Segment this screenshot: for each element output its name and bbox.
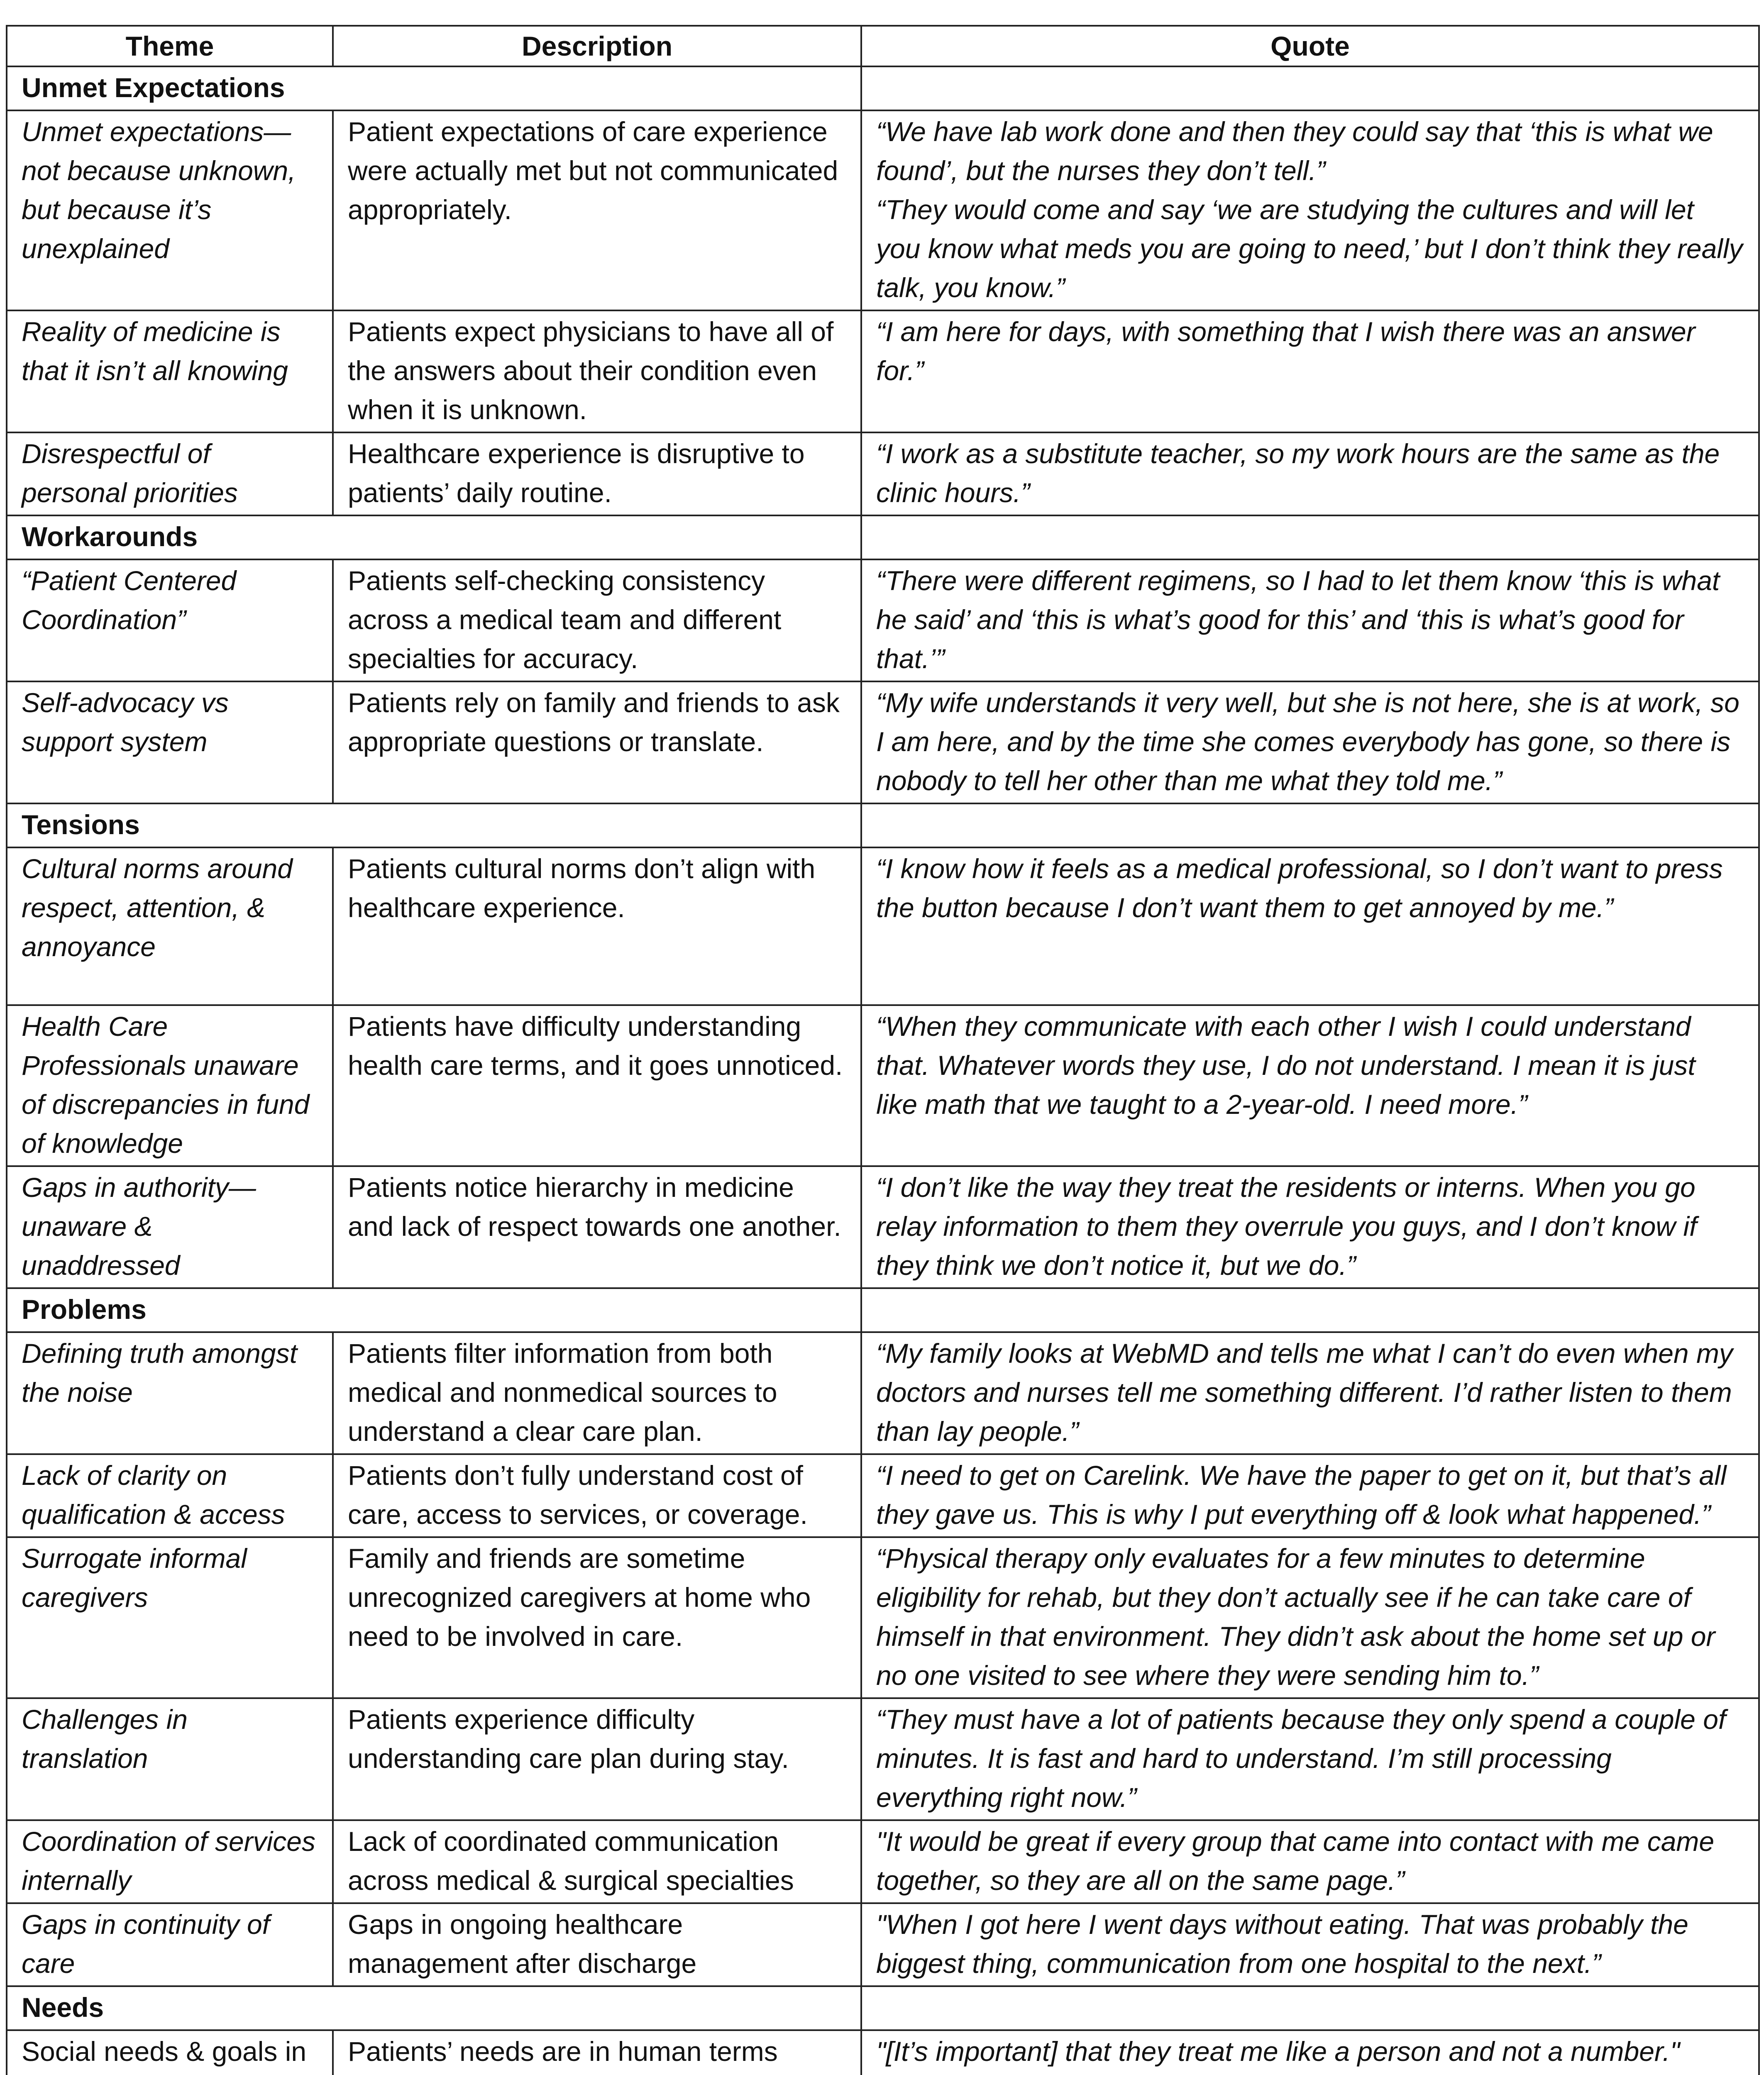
group-row [7, 1288, 1759, 1332]
table-row [7, 432, 1759, 515]
theme-cell: Lack of clarity on qualification & access [7, 1454, 333, 1537]
table-row [7, 847, 1759, 1005]
description-cell: Patients don’t fully understand cost of care, access to services, or coverage. [333, 1454, 861, 1537]
theme-cell: Self-advocacy vs support system [7, 681, 333, 803]
quote-cell [861, 1537, 1759, 1698]
group-title: Tensions [7, 803, 861, 847]
table-row [7, 1005, 1759, 1166]
theme-cell: Health Care Professionals unaware of discrepancies in fund of knowledge [7, 1005, 333, 1166]
group-row [7, 515, 1759, 559]
description-cell: Healthcare experience is disruptive to patients’ daily routine. [333, 432, 861, 515]
description-cell: Patients have difficulty understanding health care terms, and it goes unnoticed. [333, 1005, 861, 1166]
description-cell: Patients filter information from both medical and nonmedical sources to understand a clear care plan. [333, 1332, 861, 1454]
quote-cell [861, 681, 1759, 803]
table-row [7, 1166, 1759, 1288]
group-empty-cell [861, 1986, 1759, 2030]
quote-cell [861, 432, 1759, 515]
table-row [7, 1332, 1759, 1454]
theme-cell: “Patient Centered Coordination” [7, 559, 333, 681]
quote-cell [861, 1005, 1759, 1166]
theme-column-header: Theme [7, 26, 333, 66]
quote-text: “I need to get on Carelink. We have the paper to get on it, but that’s all they gave us. This is why I put everything off & look what happened.” [876, 1460, 1727, 1530]
quote-text: “I know how it feels as a medical professional, so I don’t want to press the button because I don’t want them to get annoyed by me.” [876, 853, 1723, 923]
header-row [7, 26, 1759, 66]
theme-cell: Cultural norms around respect, attention, & annoyance [7, 847, 333, 1005]
theme-cell: Gaps in continuity of care [7, 1903, 333, 1986]
group-empty-cell [861, 803, 1759, 847]
theme-cell: Surrogate informal caregivers [7, 1537, 333, 1698]
theme-cell: Defining truth amongst the noise [7, 1332, 333, 1454]
quote-text: “I work as a substitute teacher, so my work hours are the same as the clinic hours.” [876, 438, 1720, 508]
quote-text: “They must have a lot of patients because they only spend a couple of minutes. It is fast and hard to understand. I’m still processing everything right now.” [876, 1704, 1726, 1813]
quote-text: “There were different regimens, so I had to let them know ‘this is what he said’ and ‘this is what’s good for this’ and ‘this is what’s good for that.’” [876, 565, 1720, 674]
quote-text: “We have lab work done and then they could say that ‘this is what we found’, but the nurses they don’t tell.” [876, 116, 1713, 186]
quote-text: "[It’s important] that they treat me like a person and not a number." [876, 2036, 1680, 2067]
description-cell: Patients notice hierarchy in medicine and lack of respect towards one another. [333, 1166, 861, 1288]
description-cell: Lack of coordinated communication across medical & surgical specialties [333, 1820, 861, 1903]
theme-cell: Challenges in translation [7, 1698, 333, 1820]
quote-cell [861, 110, 1759, 310]
quote-text: “When they communicate with each other I wish I could understand that. Whatever words they use, I do not understand. I mean it is just like math that we taught to a 2-year-old. I need more.” [876, 1011, 1696, 1120]
group-row [7, 803, 1759, 847]
quote-text: "When I got here I went days without eating. That was probably the biggest thing, communication from one hospital to the next.” [876, 1909, 1688, 1979]
table-row [7, 2030, 1759, 2075]
theme-cell: Gaps in authority—unaware & unaddressed [7, 1166, 333, 1288]
quote-cell [861, 1166, 1759, 1288]
quote-cell [861, 1903, 1759, 1986]
group-title: Workarounds [7, 515, 861, 559]
quote-cell [861, 1454, 1759, 1537]
group-empty-cell [861, 66, 1759, 110]
description-cell: Family and friends are sometime unrecognized caregivers at home who need to be involved in care. [333, 1537, 861, 1698]
quote-text [876, 2071, 1744, 2075]
description-cell: Patients expect physicians to have all of the answers about their condition even when it is unknown. [333, 310, 861, 432]
quote-cell [861, 310, 1759, 432]
quote-text: “They would come and say ‘we are studying the cultures and will let you know what meds you are going to need,’ but I don’t think they really talk, you know.” [876, 194, 1743, 303]
quote-text: “I am here for days, with something that I wish there was an answer for.” [876, 316, 1696, 386]
theme-cell: Disrespectful of personal priorities [7, 432, 333, 515]
quote-text: “Physical therapy only evaluates for a few minutes to determine eligibility for rehab, but they don’t actually see if he can take care of himself in that environment. They didn’t ask about the home set up or no one visited to see where they were sending him to.” [876, 1543, 1715, 1691]
theme-cell: Social needs & goals in [7, 2030, 333, 2075]
themes-table [6, 25, 1760, 2075]
table-row [7, 110, 1759, 310]
table-row [7, 1454, 1759, 1537]
description-cell: Patients self-checking consistency across a medical team and different specialties for accuracy. [333, 559, 861, 681]
quote-cell [861, 1820, 1759, 1903]
table-body [7, 66, 1759, 2075]
quote-text: "It would be great if every group that came into contact with me came together, so they are all on the same page.” [876, 1826, 1715, 1896]
quote-text: “My wife understands it very well, but she is not here, she is at work, so I am here, and by the time she comes everybody has gone, so there is nobody to tell her other than me what they told me.” [876, 687, 1740, 796]
quote-text: “I don’t like the way they treat the residents or interns. When you go relay information to them they overrule you guys, and I don’t know if they think we don’t notice it, but we do.” [876, 1172, 1697, 1281]
table-row [7, 1903, 1759, 1986]
theme-cell: Coordination of services internally [7, 1820, 333, 1903]
theme-cell: Reality of medicine is that it isn’t all knowing [7, 310, 333, 432]
group-empty-cell [861, 1288, 1759, 1332]
group-title: Problems [7, 1288, 861, 1332]
quote-column-header: Quote [861, 26, 1759, 66]
description-cell: Patients’ needs are in human terms [333, 2030, 861, 2075]
description-cell: Patient expectations of care experience were actually met but not communicated appropriately. [333, 110, 861, 310]
group-row [7, 66, 1759, 110]
quote-cell [861, 2030, 1759, 2075]
quote-cell [861, 559, 1759, 681]
table-row [7, 310, 1759, 432]
table-row [7, 1698, 1759, 1820]
table-row [7, 559, 1759, 681]
description-cell: Patients cultural norms don’t align with healthcare experience. [333, 847, 861, 1005]
group-title: Needs [7, 1986, 861, 2030]
theme-cell: Unmet expectations—not because unknown, but because it’s unexplained [7, 110, 333, 310]
group-title: Unmet Expectations [7, 66, 861, 110]
quote-cell [861, 847, 1759, 1005]
description-cell: Gaps in ongoing healthcare management after discharge [333, 1903, 861, 1986]
description-column-header: Description [333, 26, 861, 66]
quote-text: “My family looks at WebMD and tells me what I can’t do even when my doctors and nurses tell me something different. I’d rather listen to them than lay people.” [876, 1338, 1733, 1447]
quote-cell [861, 1332, 1759, 1454]
quote-cell [861, 1698, 1759, 1820]
table-row [7, 681, 1759, 803]
table-row [7, 1820, 1759, 1903]
group-empty-cell [861, 515, 1759, 559]
description-cell: Patients rely on family and friends to ask appropriate questions or translate. [333, 681, 861, 803]
group-row [7, 1986, 1759, 2030]
description-cell: Patients experience difficulty understanding care plan during stay. [333, 1698, 861, 1820]
table-row [7, 1537, 1759, 1698]
